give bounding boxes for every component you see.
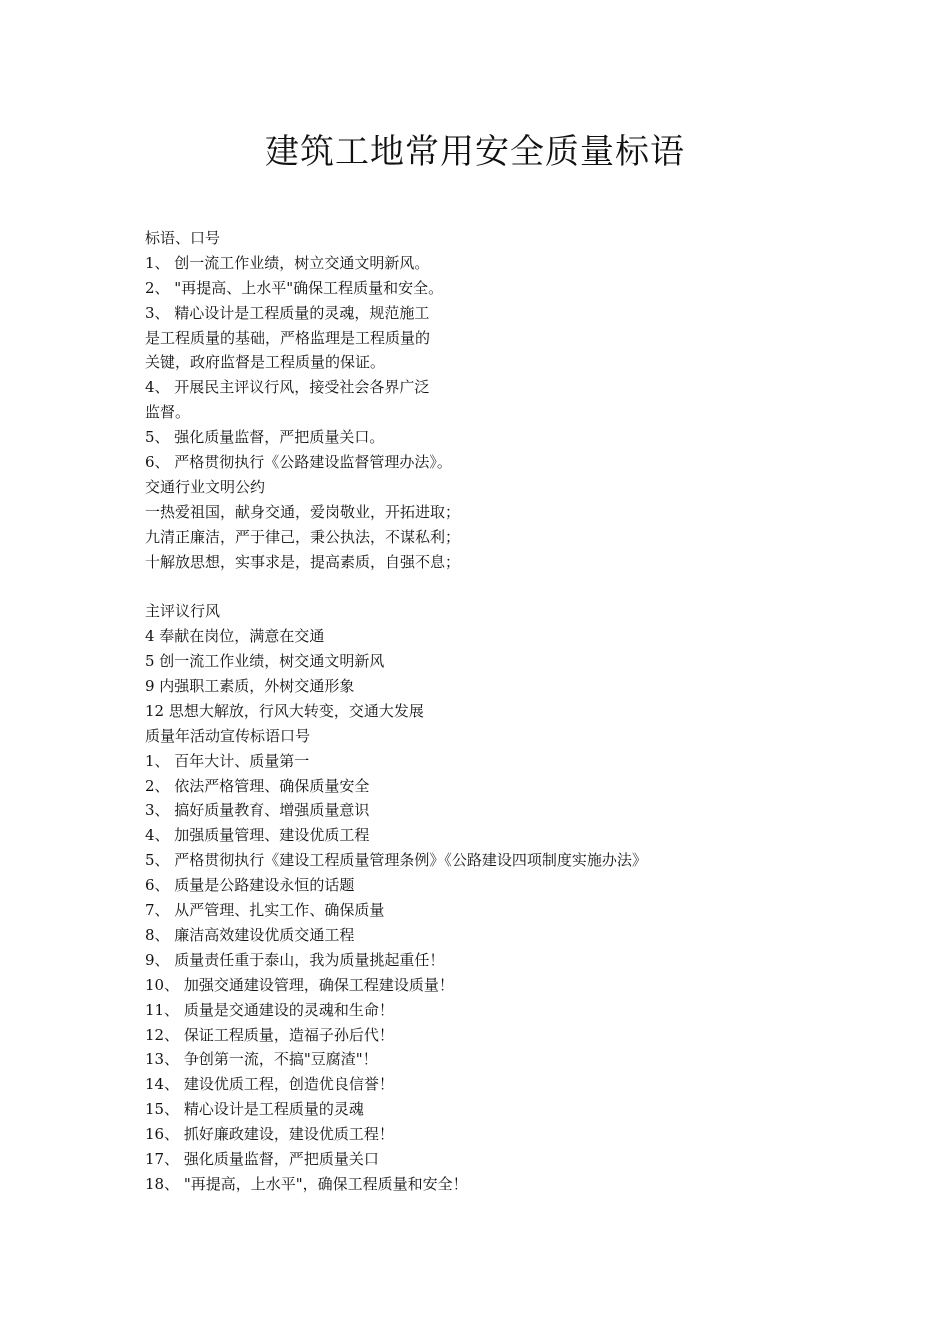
- text-line: 质量年活动宣传标语口号: [145, 726, 311, 745]
- text-line: 4、 开展民主评议行风，接受社会各界广泛: [145, 378, 430, 397]
- text-line: 16、 抓好廉政建设，建设优质工程！: [145, 1125, 394, 1144]
- text-line: 8、 廉洁高效建设优质交通工程: [145, 925, 355, 944]
- text-line: 9 内强职工素质，外树交通形象: [145, 677, 355, 696]
- text-line: 主评议行风: [145, 602, 221, 621]
- text-line: 18、 "再提高，上水平"，确保工程质量和安全！: [145, 1174, 468, 1193]
- text-line: 标语、口号: [145, 229, 221, 247]
- text-line: 5 创一流工作业绩，树交通文明新风: [145, 652, 385, 671]
- text-line: 2、 依法严格管理、确保质量安全: [145, 776, 370, 795]
- text-line: 6、 严格贯彻执行《公路建设监督管理办法》。: [145, 453, 452, 472]
- text-line: 9、 质量责任重于泰山，我为质量挑起重任！: [145, 950, 445, 969]
- text-line: 12、 保证工程质量，造福子孙后代！: [145, 1025, 394, 1044]
- text-line: 九清正廉洁，严于律己，秉公执法，不谋私利；: [145, 527, 461, 546]
- text-line: 3、 搞好质量教育、增强质量意识: [145, 801, 370, 820]
- text-line: 5、 强化质量监督，严把质量关口。: [145, 428, 385, 447]
- text-line: 15、 精心设计是工程质量的灵魂: [145, 1100, 364, 1119]
- document-title: 建筑工地常用安全质量标语: [265, 132, 685, 172]
- text-line: 是工程质量的基础，严格监理是工程质量的: [145, 328, 431, 347]
- document-body: [145, 226, 845, 1197]
- text-line: 10、 加强交通建设管理，确保工程建设质量！: [145, 975, 454, 994]
- text-line: 12 思想大解放，行风大转变，交通大发展: [145, 701, 424, 720]
- text-line: 监督。: [145, 403, 191, 422]
- text-line: 4 奉献在岗位，满意在交通: [145, 627, 325, 646]
- text-line: 17、 强化质量监督，严把质量关口: [145, 1149, 379, 1168]
- text-line: 1、 创一流工作业绩，树立交通文明新风。: [145, 253, 430, 272]
- text-line: 11、 质量是交通建设的灵魂和生命！: [145, 1000, 394, 1019]
- text-line: 2、 "再提高、上水平"确保工程质量和安全。: [145, 278, 444, 297]
- text-line: 十解放思想，实事求是，提高素质，自强不息；: [145, 552, 461, 571]
- text-line: 交通行业文明公约: [145, 477, 266, 496]
- text-line: 7、 从严管理、扎实工作、确保质量: [145, 901, 385, 920]
- blank-line: [145, 574, 845, 599]
- text-line: 关键，政府监督是工程质量的保证。: [145, 353, 386, 372]
- text-line: 14、 建设优质工程，创造优良信誉！: [145, 1075, 394, 1094]
- text-line: 13、 争创第一流，不搞"豆腐渣"！: [145, 1050, 378, 1069]
- text-line: 一热爱祖国，献身交通，爱岗敬业，开拓进取；: [145, 502, 461, 521]
- text-line: 5、 严格贯彻执行《建设工程质量管理条例》《公路建设四项制度实施办法》: [145, 851, 647, 870]
- text-line: 6、 质量是公路建设永恒的话题: [145, 876, 355, 895]
- text-line: 1、 百年大计、质量第一: [145, 751, 310, 770]
- text-line: 4、 加强质量管理、建设优质工程: [145, 826, 370, 845]
- text-line: 3、 精心设计是工程质量的灵魂，规范施工: [145, 303, 430, 322]
